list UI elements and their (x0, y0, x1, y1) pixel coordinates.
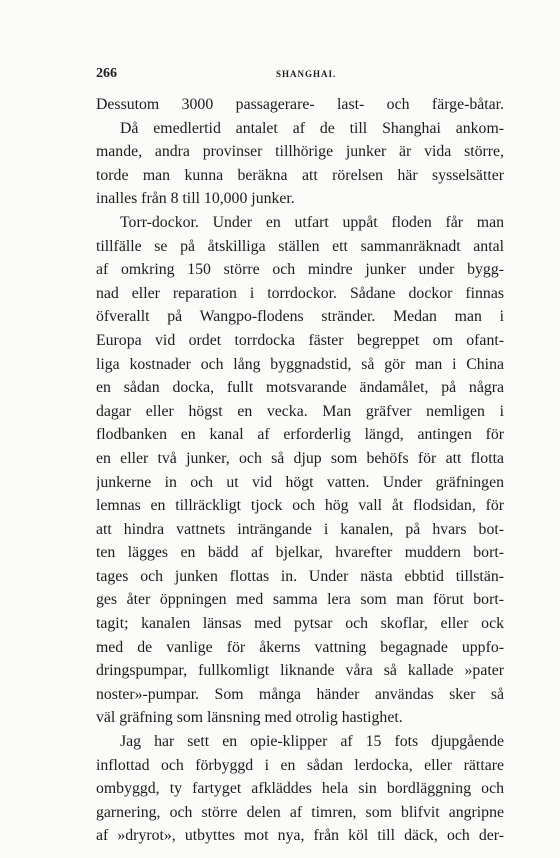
text-line: ombyggd, ty fartyget afkläddes hela sin bordläggning och (96, 780, 504, 798)
body-text (96, 93, 504, 848)
text-line: att hindra vattnets inträngande i kanalen, på hvars bot- (96, 520, 504, 538)
text-line: tages och junken flottas in. Under nästa ebbtid tillstän- (96, 567, 504, 585)
text-line: ges åter öppningen med samma lera som man förut bort- (96, 591, 504, 609)
text-line: junkerne in och ut vid högt vatten. Under gräfningen (96, 473, 504, 491)
section-heading-line: Torr-dockor. Under en utfart uppåt floden får man (120, 213, 504, 231)
text-line: en sådan docka, fullt motsvarande ändamålet, på några (96, 379, 504, 397)
text-line: torde man kunna beräkna att rörelsen här sysselsätter (96, 166, 504, 184)
text-line: inalles från 8 till 10,000 junker. (96, 190, 295, 208)
text-line: noster»-pumpar. Som många händer användas sker så (96, 685, 504, 703)
text-line: liga kostnader och lång byggnadstid, så gör man i China (96, 355, 504, 373)
text-line: öfverallt på Wangpo-flodens stränder. Medan man i (96, 308, 504, 326)
text-line: garnering, och större delen af timren, som blifvit angripne (96, 803, 504, 821)
text-line: inflottad och förbyggd i en sådan lerdocka, eller rättare (96, 756, 504, 774)
text-line: tagit; kanalen länsas med pytsar och skoflar, eller ock (96, 615, 504, 633)
text-line: flodbanken en kanal af erforderlig längd, antingen för (96, 426, 504, 444)
text-line: Då emedlertid antalet af de till Shanghai ankom- (120, 119, 504, 137)
text-line: ten lägges en bädd af bjelkar, hvarefter muddern bort- (96, 544, 504, 562)
text-line: med de vanlige för åkerns vattning begagnade uppfo- (96, 638, 504, 656)
text-line: dagar eller högst en vecka. Man gräfver nemligen i (96, 402, 504, 420)
text-line: af omkring 150 större och mindre junker under bygg- (96, 261, 504, 279)
text-line: dringspumpar, fullkomligt liknande våra så kallade »pater (96, 662, 504, 680)
text-line: af »dryrot», utbyttes mot nya, från köl till däck, och der- (96, 827, 504, 845)
text-line: nad eller reparation i torrdockor. Sådane dockor finnas (96, 284, 504, 302)
text-line: en eller två junker, och så djup som behöfs för att flotta (96, 449, 504, 467)
text-line: väl gräfning som länsning med otrolig hastighet. (96, 709, 403, 727)
page-number: 266 (96, 66, 117, 81)
text-line: Dessutom 3000 passagerare- last- och färge-båtar. (96, 96, 504, 113)
text-line: Jag har sett en opie-klipper af 15 fots djupgående (120, 733, 504, 751)
text-line: tillfälle se på åtskilliga ställen ett sammanräknadt antal (96, 237, 504, 255)
text-line: lemnas en tillräckligt tjock och hög vall åt flodsidan, för (96, 497, 504, 515)
text-line: mande, andra provinser tillhörige junker är vida större, (96, 143, 504, 161)
text-line: Europa vid ordet torrdocka fäster begreppet om ofant- (96, 331, 504, 349)
page-header (96, 66, 500, 86)
running-head: SHANGHAI. (276, 69, 337, 79)
